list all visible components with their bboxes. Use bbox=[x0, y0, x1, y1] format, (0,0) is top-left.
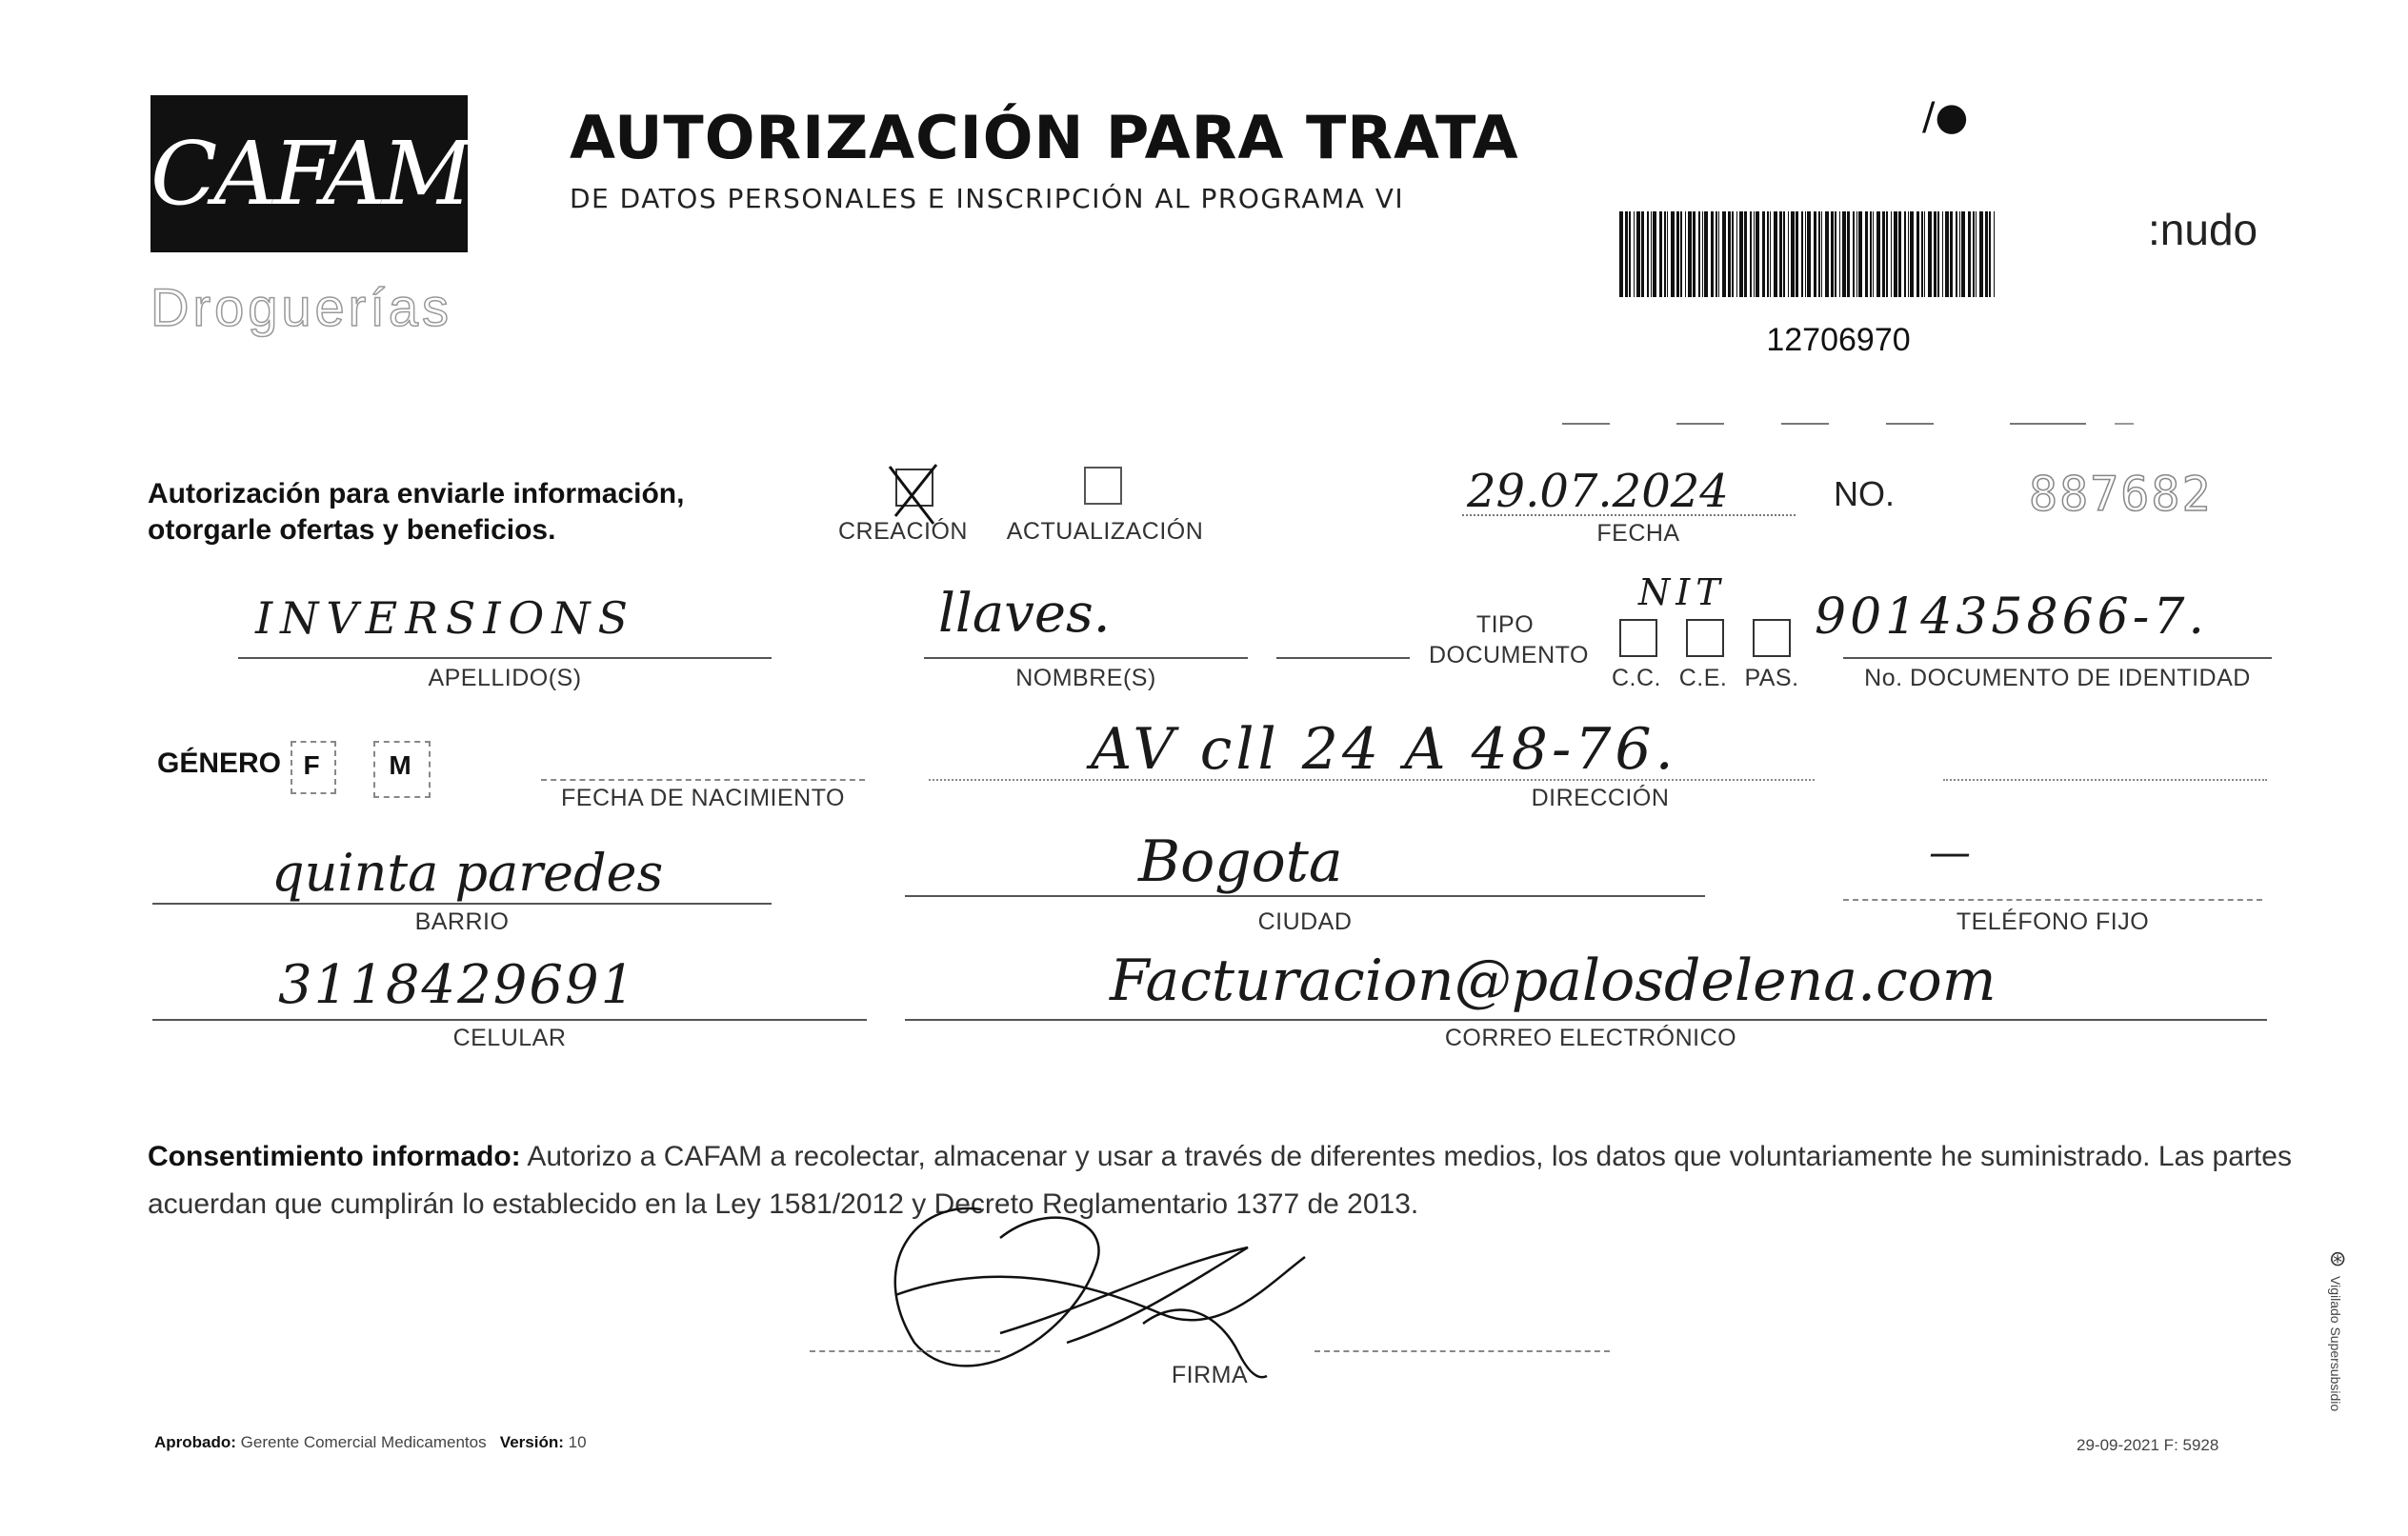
ce-label: C.E. bbox=[1678, 665, 1728, 691]
cc-label: C.C. bbox=[1612, 665, 1661, 691]
barcode-bar bbox=[1858, 211, 1862, 297]
barcode-bar bbox=[1636, 211, 1640, 297]
barcode-bar bbox=[1791, 211, 1795, 297]
barcode-bar bbox=[1908, 211, 1909, 297]
barcode-bar bbox=[1651, 211, 1652, 297]
barcode-bar bbox=[1950, 211, 1953, 297]
update-checkbox[interactable] bbox=[1084, 467, 1122, 505]
correo-value[interactable]: Facturacion@palosdelena.com bbox=[1110, 948, 1997, 1014]
barcode-bar bbox=[1886, 211, 1888, 297]
barcode-bar bbox=[1739, 211, 1743, 297]
logo-subtext: Droguerías bbox=[150, 277, 453, 337]
barcode-bar bbox=[1870, 211, 1872, 297]
barcode-bar bbox=[1680, 211, 1682, 297]
barcode-bar bbox=[1934, 211, 1936, 297]
barcode-bar bbox=[1818, 211, 1820, 297]
barcode-bar bbox=[1921, 211, 1923, 297]
documento-label: No. DOCUMENTO DE IDENTIDAD bbox=[1864, 665, 2251, 691]
barcode-bar bbox=[1894, 211, 1897, 297]
barcode-bar bbox=[1728, 211, 1731, 297]
update-label: ACTUALIZACIÓN bbox=[1006, 518, 1204, 545]
barcode-bar bbox=[1711, 211, 1714, 297]
barcode-bar bbox=[1762, 211, 1765, 297]
footer-approval: Aprobado: Gerente Comercial Medicamentos Versión: 10 bbox=[154, 1433, 587, 1451]
barcode-bar bbox=[1856, 211, 1857, 297]
barcode-bar bbox=[1647, 211, 1649, 297]
barcode-bar bbox=[1865, 211, 1868, 297]
barrio-label: BARRIO bbox=[414, 908, 510, 935]
barcode-bar bbox=[1659, 211, 1662, 297]
consent-lead: Consentimiento informado: bbox=[148, 1141, 521, 1172]
barcode-bar bbox=[1788, 211, 1789, 297]
ciudad-value[interactable]: Bogota bbox=[1138, 828, 1343, 895]
ciudad-label: CIUDAD bbox=[1257, 908, 1353, 935]
barcode-bar bbox=[1732, 211, 1734, 297]
genero-label: GÉNERO bbox=[157, 748, 282, 779]
barcode-bar bbox=[1667, 211, 1668, 297]
barcode-bar bbox=[1698, 211, 1700, 297]
barcode-bar bbox=[1835, 211, 1836, 297]
barcode-bar bbox=[1873, 211, 1874, 297]
date-label: FECHA bbox=[1596, 520, 1680, 547]
pas-label: PAS. bbox=[1744, 665, 1799, 691]
barcode-bar bbox=[1937, 211, 1939, 297]
telefono-fijo-label: TELÉFONO FIJO bbox=[1956, 908, 2150, 935]
barcode-bar bbox=[1945, 211, 1949, 297]
celular-value[interactable]: 3118429691 bbox=[278, 954, 637, 1016]
barcode-bar bbox=[1853, 211, 1855, 297]
barcode-bar bbox=[1924, 211, 1925, 297]
document-subtitle: DE DATOS PERSONALES E INSCRIPCIÓN AL PROGRAMA VI bbox=[570, 183, 1405, 214]
barcode-bar bbox=[1801, 211, 1803, 297]
number-label: NO. bbox=[1834, 474, 1896, 513]
cc-checkbox[interactable] bbox=[1619, 619, 1657, 657]
genero-f-label: F bbox=[303, 750, 320, 780]
seal-icon: ⊛ bbox=[2329, 1247, 2347, 1271]
barcode-bar bbox=[1688, 211, 1692, 297]
barcode-bar bbox=[1754, 211, 1755, 297]
barcode-bar bbox=[1891, 211, 1892, 297]
tipo-documento-handwritten: NIT bbox=[1638, 571, 1726, 613]
barcode-bar bbox=[1722, 211, 1726, 297]
barcode-bar bbox=[1671, 211, 1675, 297]
barcode-bar bbox=[1629, 211, 1631, 297]
top-mark: /● bbox=[1922, 95, 1969, 139]
barcode-bar bbox=[1839, 211, 1840, 297]
barcode-bar bbox=[1702, 211, 1703, 297]
barcode-bar bbox=[1744, 211, 1747, 297]
barcode-bar bbox=[1664, 211, 1666, 297]
barcode-bar bbox=[1831, 211, 1834, 297]
direccion-value[interactable]: AV cll 24 A 48-76. bbox=[1091, 716, 1677, 783]
barcode-bar bbox=[1796, 211, 1798, 297]
barcode-bar bbox=[1736, 211, 1737, 297]
barcode-bar bbox=[1718, 211, 1719, 297]
barcode-bar bbox=[1634, 211, 1635, 297]
barcode-bar bbox=[1916, 211, 1919, 297]
barcode-bar bbox=[1641, 211, 1644, 297]
barcode-bar bbox=[1973, 211, 1975, 297]
barcode-bar bbox=[1825, 211, 1829, 297]
barcode-bar bbox=[1956, 211, 1957, 297]
fecha-nacimiento-label[interactable]: FECHA DE NACIMIENTO bbox=[561, 785, 845, 811]
barrio-value[interactable]: quinta paredes bbox=[271, 843, 664, 903]
authorization-text: Autorización para enviarle información, otorgarle ofertas y beneficios. bbox=[148, 478, 685, 546]
number-value: 887682 bbox=[2029, 467, 2213, 522]
barcode-bar bbox=[1821, 211, 1822, 297]
barcode-bar bbox=[1676, 211, 1679, 297]
barcode-bar bbox=[1898, 211, 1901, 297]
barcode-bar bbox=[1693, 211, 1696, 297]
documento-value[interactable]: 901435866-7. bbox=[1815, 588, 2208, 646]
barcode-bar bbox=[1989, 211, 1991, 297]
signature-label: FIRMA bbox=[1171, 1362, 1249, 1388]
consent-body: Autorizo a CAFAM a recolectar, almacenar y usar a través de diferentes medios, los datos que voluntariamente he suministrado. Las partes acuerdan que cumplirán lo establecido en la Ley 1581/2012 y Decreto Reglamentario 1377 de 2013. bbox=[148, 1141, 2292, 1220]
creation-label: CREACIÓN bbox=[838, 518, 968, 545]
barcode-bar bbox=[1716, 211, 1717, 297]
barcode-bar bbox=[1774, 211, 1777, 297]
barcode-bar bbox=[1904, 211, 1906, 297]
apellidos-value[interactable]: INVERSIONS bbox=[255, 592, 636, 644]
telefono-fijo-value[interactable]: — bbox=[1929, 828, 1980, 877]
barcode-bar bbox=[1779, 211, 1782, 297]
barcode-bar bbox=[1959, 211, 1960, 297]
barcode-bar bbox=[1985, 211, 1988, 297]
barcode-bar bbox=[1619, 211, 1623, 297]
right-mark: :nudo bbox=[2148, 205, 2258, 254]
barcode-bar bbox=[1756, 211, 1759, 297]
barcode-bar bbox=[1807, 211, 1811, 297]
barcode-bar bbox=[1968, 211, 1971, 297]
ce-checkbox[interactable] bbox=[1686, 619, 1724, 657]
barcode-bar bbox=[1842, 211, 1846, 297]
barcode-bar bbox=[1994, 211, 1995, 297]
date-value[interactable]: 29.07.2024 bbox=[1467, 465, 1729, 518]
genero-m-label: M bbox=[389, 750, 411, 780]
nombres-label: NOMBRE(S) bbox=[1015, 665, 1156, 691]
barcode-bar bbox=[1704, 211, 1708, 297]
barcode-bar bbox=[1979, 211, 1983, 297]
barcode-bar bbox=[1653, 211, 1656, 297]
barcode-bar bbox=[1625, 211, 1628, 297]
logo-text: CAFAM bbox=[150, 123, 469, 225]
nombres-value[interactable]: llaves. bbox=[938, 583, 1111, 645]
barcode-bar bbox=[1805, 211, 1806, 297]
direccion-label: DIRECCIÓN bbox=[1531, 785, 1670, 811]
tipo-documento-label: TIPO DOCUMENTO bbox=[1429, 611, 1589, 668]
barcode-bar bbox=[1750, 211, 1752, 297]
barcode-bar bbox=[1882, 211, 1885, 297]
barcode-bar bbox=[1910, 211, 1914, 297]
barcode-bar bbox=[1976, 211, 1977, 297]
correo-label: CORREO ELECTRÓNICO bbox=[1444, 1025, 1737, 1051]
barcode-bar bbox=[1961, 211, 1965, 297]
footer-date-code: 29-09-2021 F: 5928 bbox=[2077, 1436, 2219, 1454]
barcode-bar bbox=[1770, 211, 1771, 297]
barcode-bar bbox=[1767, 211, 1769, 297]
barcode-bar bbox=[1814, 211, 1816, 297]
barcode-graphic bbox=[1619, 211, 2000, 297]
side-vigilado-text: Vigilado Supersubsidio bbox=[2328, 1276, 2343, 1412]
document-title: AUTORIZACIÓN PARA TRATA bbox=[570, 103, 1519, 172]
barcode-bar bbox=[1928, 211, 1932, 297]
barcode-number: 12706970 bbox=[1766, 322, 1911, 358]
barcode-bar bbox=[1685, 211, 1686, 297]
celular-label: CELULAR bbox=[452, 1025, 567, 1051]
barcode-bar bbox=[1847, 211, 1850, 297]
pas-checkbox[interactable] bbox=[1753, 619, 1791, 657]
barcode-bar bbox=[1876, 211, 1880, 297]
barcode-bar bbox=[1783, 211, 1785, 297]
barcode-bar bbox=[1942, 211, 1943, 297]
apellidos-label: APELLIDO(S) bbox=[428, 665, 582, 691]
